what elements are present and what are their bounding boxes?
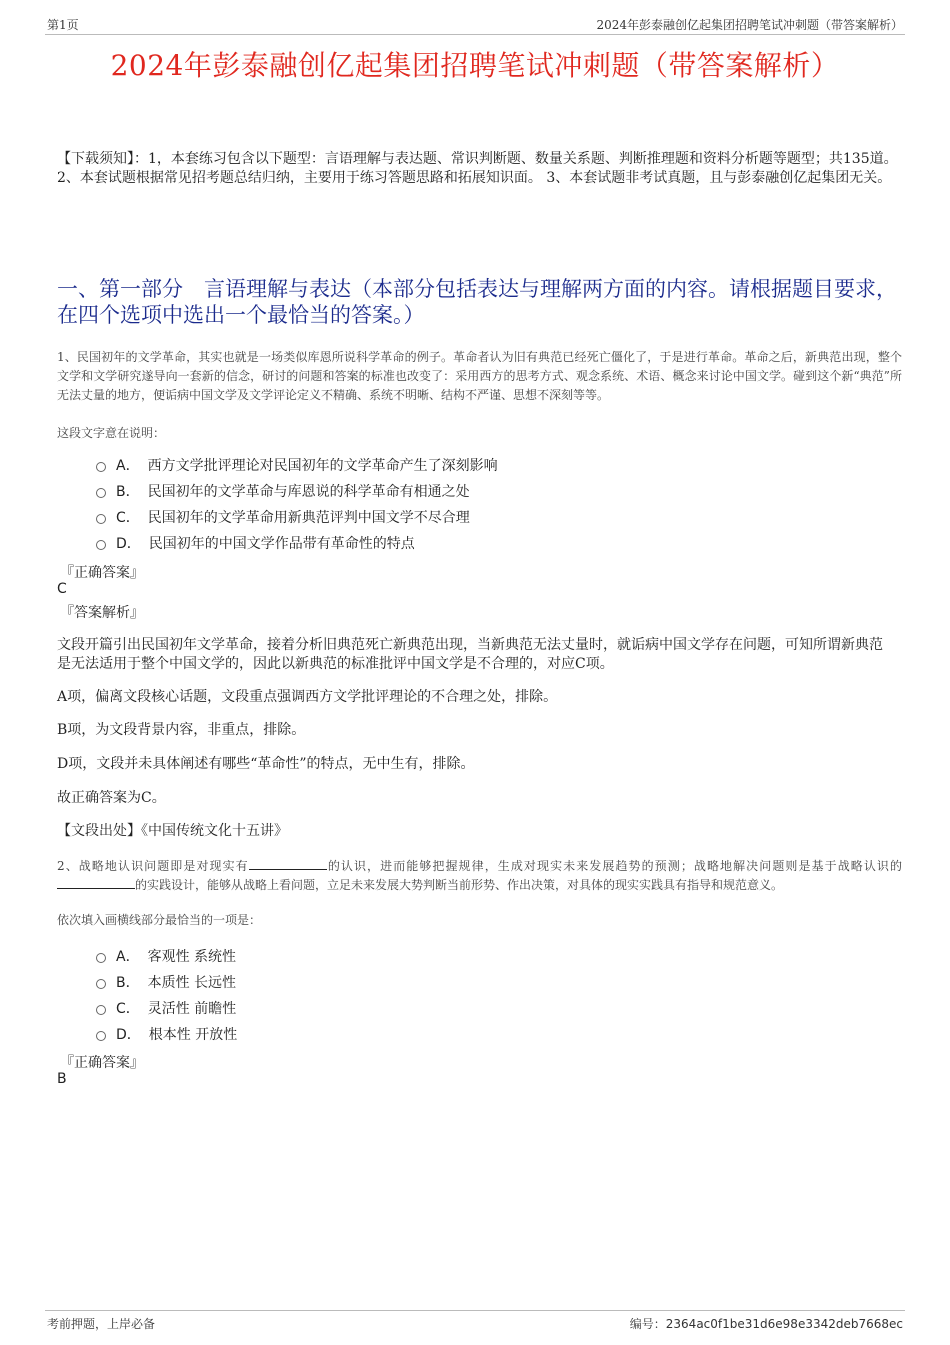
option-text: 民国初年的文学革命与库恩说的科学革命有相通之处	[147, 484, 470, 500]
option-letter: D．	[116, 1027, 141, 1043]
page-footer	[45, 1310, 905, 1331]
question-2-prompt: 依次填入画横线部分最恰当的一项是：	[57, 913, 262, 927]
option-b[interactable]	[96, 969, 237, 995]
option-text: 民国初年的中国文学作品带有革命性的特点	[148, 536, 415, 552]
footer-code	[630, 1315, 903, 1332]
option-text: 本质性 长远性	[147, 975, 237, 991]
analysis-paragraph: B项，为文段背景内容，非重点，排除。	[57, 722, 306, 738]
question-2-text-part: 的实践设计，能够从战略上看问题，立足未来发展大势判断当前形势、作出决策，对具体的现实实践具有指导和规范意义。	[135, 878, 784, 892]
fill-blank	[249, 857, 327, 870]
option-text: 民国初年的文学革命用新典范评判中国文学不尽合理	[147, 510, 470, 526]
radio-icon[interactable]	[96, 1005, 106, 1015]
footer-code-label: 编号：	[629, 1317, 666, 1331]
option-letter: C．	[116, 510, 140, 526]
download-notice: 【下载须知】：1，本套练习包含以下题型：言语理解与表达题、常识判断题、数量关系题、判断推理题和资料分析题等题型；共135道。 2、本套试题根据常见招考题总结归纳，主要用于练习答题思路和拓展知识面。 3、本套试题非考试真题，且与彭泰融创亿起集团无关。	[57, 151, 898, 186]
question-2-text	[57, 857, 902, 895]
header-doc-title: 2024年彭泰融创亿起集团招聘笔试冲刺题（带答案解析）	[596, 18, 903, 32]
radio-icon[interactable]	[96, 514, 106, 524]
analysis-paragraph: A项，偏离文段核心话题，文段重点强调西方文学批评理论的不合理之处，排除。	[57, 689, 558, 705]
analysis-paragraph: 故正确答案为C。	[57, 790, 166, 806]
footer-code-value: 2364ac0f1be31d6e98e3342deb7668ec	[665, 1317, 903, 1331]
option-text: 西方文学批评理论对民国初年的文学革命产生了深刻影响	[147, 458, 498, 474]
option-c[interactable]	[96, 504, 498, 530]
option-letter: B．	[116, 484, 140, 500]
correct-answer-value: C	[57, 581, 67, 597]
question-1-prompt: 这段文字意在说明：	[57, 426, 166, 440]
option-d[interactable]	[96, 1021, 237, 1047]
analysis-label: 『答案解析』	[60, 605, 144, 621]
radio-icon[interactable]	[96, 953, 106, 963]
fill-blank	[57, 876, 135, 889]
question-1-text: 1、民国初年的文学革命，其实也就是一场类似库恩所说科学革命的例子。革命者认为旧有典范已经死亡僵化了，于是进行革命。革命之后，新典范出现，整个文学和文学研究遂导向一套新的信念，研讨的问题和答案的标准也改变了：采用西方的思考方式、观念系统、术语、概念来讨论中国文学。碰到这个新“典范”所无法丈量的地方，便诟病中国文学及文学评论定义不精确、系统不明晰、结构不严谨、思想不深刻等等。	[57, 350, 902, 402]
option-letter: A．	[116, 949, 140, 965]
page-title: 2024年彭泰融创亿起集团招聘笔试冲刺题（带答案解析）	[110, 49, 840, 82]
radio-icon[interactable]	[96, 462, 106, 472]
section-title: 一、第一部分 言语理解与表达（本部分包括表达与理解两方面的内容。请根据题目要求，在四个选项中选出一个最恰当的答案。）	[57, 277, 897, 327]
page-number: 第1页	[47, 18, 79, 32]
option-text: 客观性 系统性	[147, 949, 237, 965]
option-a[interactable]	[96, 452, 498, 478]
option-letter: A．	[116, 458, 140, 474]
correct-answer-label: 『正确答案』	[60, 1055, 144, 1071]
question-2-options	[96, 943, 237, 1047]
radio-icon[interactable]	[96, 488, 106, 498]
option-a[interactable]	[96, 943, 237, 969]
option-c[interactable]	[96, 995, 237, 1021]
option-b[interactable]	[96, 478, 498, 504]
option-text: 灵活性 前瞻性	[147, 1001, 237, 1017]
question-2-text-part: 的认识，进而能够把握规律，生成对现实未来发展趋势的预测；战略地解决问题则是基于战略认识的	[326, 859, 902, 873]
analysis-paragraph: D项，文段并未具体阐述有哪些“革命性”的特点，无中生有，排除。	[57, 756, 475, 772]
radio-icon[interactable]	[96, 540, 106, 550]
question-2-text-part: 2、战略地认识问题即是对现实有	[57, 859, 249, 873]
correct-answer-value: B	[57, 1071, 67, 1087]
option-letter: C．	[116, 1001, 140, 1017]
source-citation: 【文段出处】《中国传统文化十五讲》	[57, 823, 288, 839]
option-text: 根本性 开放性	[148, 1027, 238, 1043]
radio-icon[interactable]	[96, 979, 106, 989]
option-d[interactable]	[96, 530, 498, 556]
correct-answer-label: 『正确答案』	[60, 565, 144, 581]
option-letter: B．	[116, 975, 140, 991]
option-letter: D．	[116, 536, 141, 552]
question-1-options	[96, 452, 498, 556]
page-header	[45, 14, 905, 35]
radio-icon[interactable]	[96, 1031, 106, 1041]
footer-slogan: 考前押题，上岸必备	[47, 1317, 156, 1331]
analysis-paragraph: 文段开篇引出民国初年文学革命，接着分析旧典范死亡新典范出现，当新典范无法丈量时，就诟病中国文学存在问题，可知所谓新典范是无法适用于整个中国文学的，因此以新典范的标准批评中国文学是不合理的，对应C项。	[57, 637, 883, 672]
